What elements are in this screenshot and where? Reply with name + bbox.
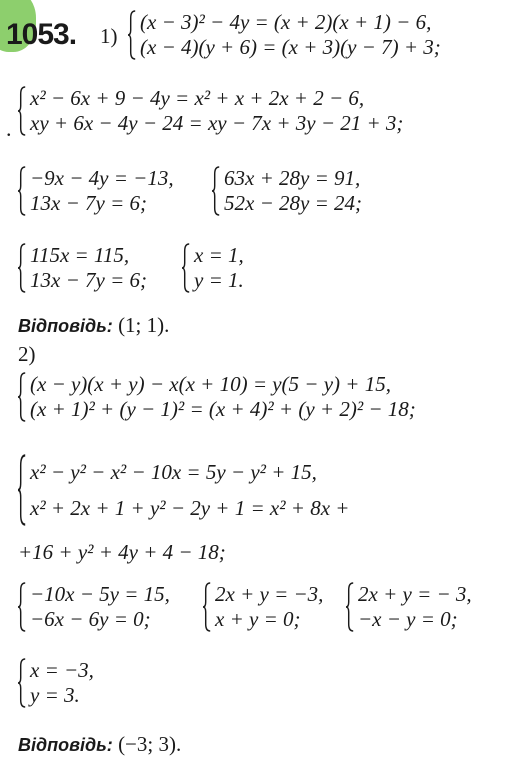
equation-line: 115x = 115, bbox=[30, 243, 130, 267]
part1-label: 1) bbox=[100, 24, 118, 48]
equation-line: −6x − 6y = 0; bbox=[30, 607, 151, 631]
equation-line: −10x − 5y = 15, bbox=[30, 582, 170, 606]
equation-line: x² + 2x + 1 + y² − 2y + 1 = x² + 8x + bbox=[30, 496, 350, 520]
equation-line: (x − 3)² − 4y = (x + 2)(x + 1) − 6, bbox=[140, 10, 432, 34]
equation-line: x² − y² − x² − 10x = 5y − y² + 15, bbox=[30, 460, 317, 484]
part2-label: 2) bbox=[18, 342, 36, 366]
equation-line: xy + 6x − 4y − 24 = xy − 7x + 3y − 21 + 3; bbox=[30, 111, 404, 135]
equation-line: y = 3. bbox=[30, 683, 80, 707]
part1-system2 bbox=[18, 86, 403, 136]
brace-icon bbox=[212, 166, 221, 216]
part2-continuation: +16 + y² + 4y + 4 − 18; bbox=[18, 540, 226, 564]
equation-line: (x − 4)(y + 6) = (x + 3)(y − 7) + 3; bbox=[140, 35, 441, 59]
part2-answer bbox=[18, 732, 181, 757]
brace-icon bbox=[18, 86, 27, 136]
part2-system1 bbox=[18, 372, 416, 422]
equation-line: 2x + y = − 3, bbox=[358, 582, 472, 606]
part1-system1 bbox=[128, 10, 441, 60]
equation-line: 13x − 7y = 6; bbox=[30, 191, 147, 215]
part2-system3a bbox=[18, 582, 170, 632]
part2-system3b bbox=[203, 582, 323, 632]
equation-line: 52x − 28y = 24; bbox=[224, 191, 362, 215]
part1-system3a bbox=[18, 166, 174, 216]
brace-icon bbox=[18, 372, 27, 422]
answer-value: (−3; 3). bbox=[112, 732, 182, 756]
part1-system3b bbox=[212, 166, 362, 216]
answer-word: Відповідь: bbox=[18, 735, 113, 755]
equation-line: x = 1, bbox=[194, 243, 244, 267]
equation-line: 13x − 7y = 6; bbox=[30, 268, 147, 292]
brace-icon bbox=[18, 582, 27, 632]
equation-line: x² − 6x + 9 − 4y = x² + x + 2x + 2 − 6, bbox=[30, 86, 365, 110]
part2-system4 bbox=[18, 658, 94, 708]
part1-system4b bbox=[182, 243, 244, 293]
brace-icon bbox=[18, 243, 27, 293]
part2-system2 bbox=[18, 454, 349, 526]
equation-line: −9x − 4y = −13, bbox=[30, 166, 174, 190]
part2-system3c bbox=[346, 582, 472, 632]
equation-line: x + y = 0; bbox=[215, 607, 301, 631]
equation-line: y = 1. bbox=[194, 268, 244, 292]
brace-icon bbox=[182, 243, 191, 293]
brace-icon bbox=[346, 582, 355, 632]
equation-line: (x − y)(x + y) − x(x + 10) = y(5 − y) + 15, bbox=[30, 372, 391, 396]
answer-value: (1; 1). bbox=[112, 313, 170, 337]
answer-word: Відповідь: bbox=[18, 316, 113, 336]
margin-dot: . bbox=[6, 116, 12, 141]
equation-line: 2x + y = −3, bbox=[215, 582, 324, 606]
brace-icon bbox=[18, 454, 27, 526]
equation-line: −x − y = 0; bbox=[358, 607, 458, 631]
equation-line: 63x + 28y = 91, bbox=[224, 166, 361, 190]
part1-answer bbox=[18, 313, 169, 338]
problem-number: 1053. bbox=[6, 18, 77, 51]
part1-system4a bbox=[18, 243, 147, 293]
brace-icon bbox=[203, 582, 212, 632]
brace-icon bbox=[18, 166, 27, 216]
brace-icon bbox=[128, 10, 137, 60]
brace-icon bbox=[18, 658, 27, 708]
equation-line: (x + 1)² + (y − 1)² = (x + 4)² + (y + 2)² − 18; bbox=[30, 397, 416, 421]
equation-line: x = −3, bbox=[30, 658, 94, 682]
